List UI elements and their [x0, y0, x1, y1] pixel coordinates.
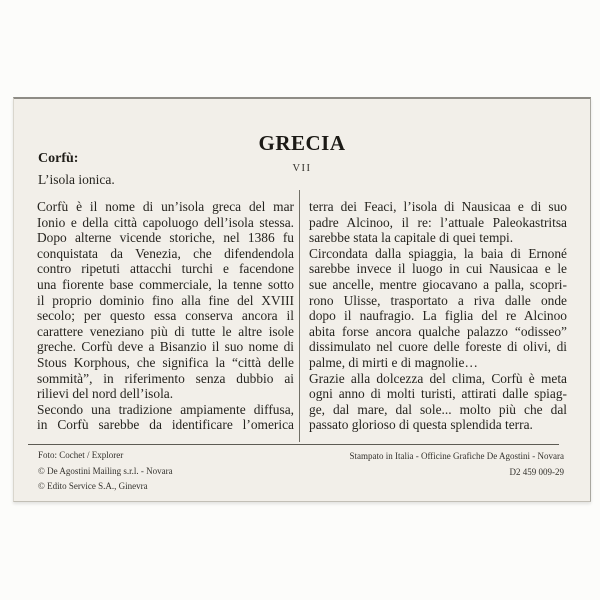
- text-line: contro ripetuti attacchi turchi e facendone: [37, 261, 294, 277]
- text-column-right: [309, 199, 567, 433]
- text-line: greche. Corfù deve a Bisanzio il suo nome di: [37, 339, 294, 355]
- footer-printing-info: [349, 449, 564, 480]
- text-line: rono Ulisse, trasportato a riva dalle onde: [309, 292, 567, 308]
- text-line: Foto: Cochet / Explorer: [38, 450, 124, 460]
- text-line: Secondo una tradizione ampiamente diffusa,: [37, 401, 294, 417]
- text-line: dopo il naufragio. La figlia del re Alcinoo: [309, 308, 567, 324]
- postcard-back: [13, 97, 591, 502]
- text-line: Circondata dalla spiaggia, la baia di Ernoné: [309, 245, 567, 261]
- footer-credits: [38, 448, 173, 495]
- text-line: padre Alcinoo, il re: l’attuale Paleokastritsa: [309, 214, 567, 230]
- text-line: Grazie alla dolcezza del clima, Corfù è meta: [309, 370, 567, 386]
- text-line: carattere veneziano più di tutte le altre isole: [37, 323, 294, 339]
- column-divider: [299, 190, 300, 442]
- text-line: Ionio e della città capoluogo dell’isola stessa.: [37, 214, 294, 230]
- text-column-left: [37, 199, 294, 433]
- text-line: ge, dal mare, dal sole... molto più che dal: [309, 401, 567, 417]
- text-line: sommità”, in riferimento senza dubbio ai: [37, 370, 294, 386]
- text-line: D2 459 009-29: [509, 466, 564, 477]
- text-line: sarebbe stata la capitale di quei tempi.: [309, 230, 514, 246]
- text-line: © De Agostini Mailing s.r.l. - Novara: [38, 465, 173, 476]
- text-line: passato glorioso di questa splendida terra.: [309, 417, 533, 433]
- text-line: conquistata da Venezia, che difendendola: [37, 245, 294, 261]
- text-line: ogni anno di molti turisti, attirati dalle spiag-: [309, 386, 567, 402]
- text-line: Corfù è il nome di un’isola greca del mar: [37, 199, 294, 214]
- text-line: abita forse ancora qualche palazzo “odisseo”: [309, 323, 567, 339]
- text-line: in Corfù sarebbe da identificare l’omerica: [37, 417, 294, 433]
- card-title: GRECIA: [258, 131, 346, 155]
- subject-subtitle: L’isola ionica.: [38, 172, 115, 187]
- text-line: rilievi del nord dell’isola.: [37, 386, 174, 402]
- subject-title: Corfù:: [38, 151, 79, 166]
- text-line: Stous Korphous, che significa la “città delle: [37, 354, 294, 370]
- text-line: palme, di mirti e di magnolie…: [309, 354, 478, 370]
- text-line: © Edito Service S.A., Ginevra: [38, 481, 148, 492]
- text-line: Stampato in Italia - Officine Grafiche De Agostini - Novara: [349, 451, 564, 461]
- footer-divider-rule: [28, 444, 559, 445]
- text-line: una fiorente base commerciale, la tenne sotto: [37, 276, 294, 292]
- text-line: terra dei Feaci, l’isola di Nausicaa e di suo: [309, 199, 567, 214]
- text-line: Dopo alterne vicende storiche, nel 1386 fu: [37, 230, 294, 246]
- text-line: dissimulato nel cuore delle foreste di olivi, di: [309, 339, 567, 355]
- text-line: sarebbe invece il luogo in cui Nausicaa e le: [309, 261, 567, 277]
- text-line: il proprio dominio fino alla fine del XVIII: [37, 292, 294, 308]
- text-line: secolo; per questo essa conserva ancora il: [37, 308, 294, 324]
- card-series-number: VII: [292, 163, 312, 174]
- text-line: sue ancelle, mentre giocavano a palla, scopri-: [309, 276, 567, 292]
